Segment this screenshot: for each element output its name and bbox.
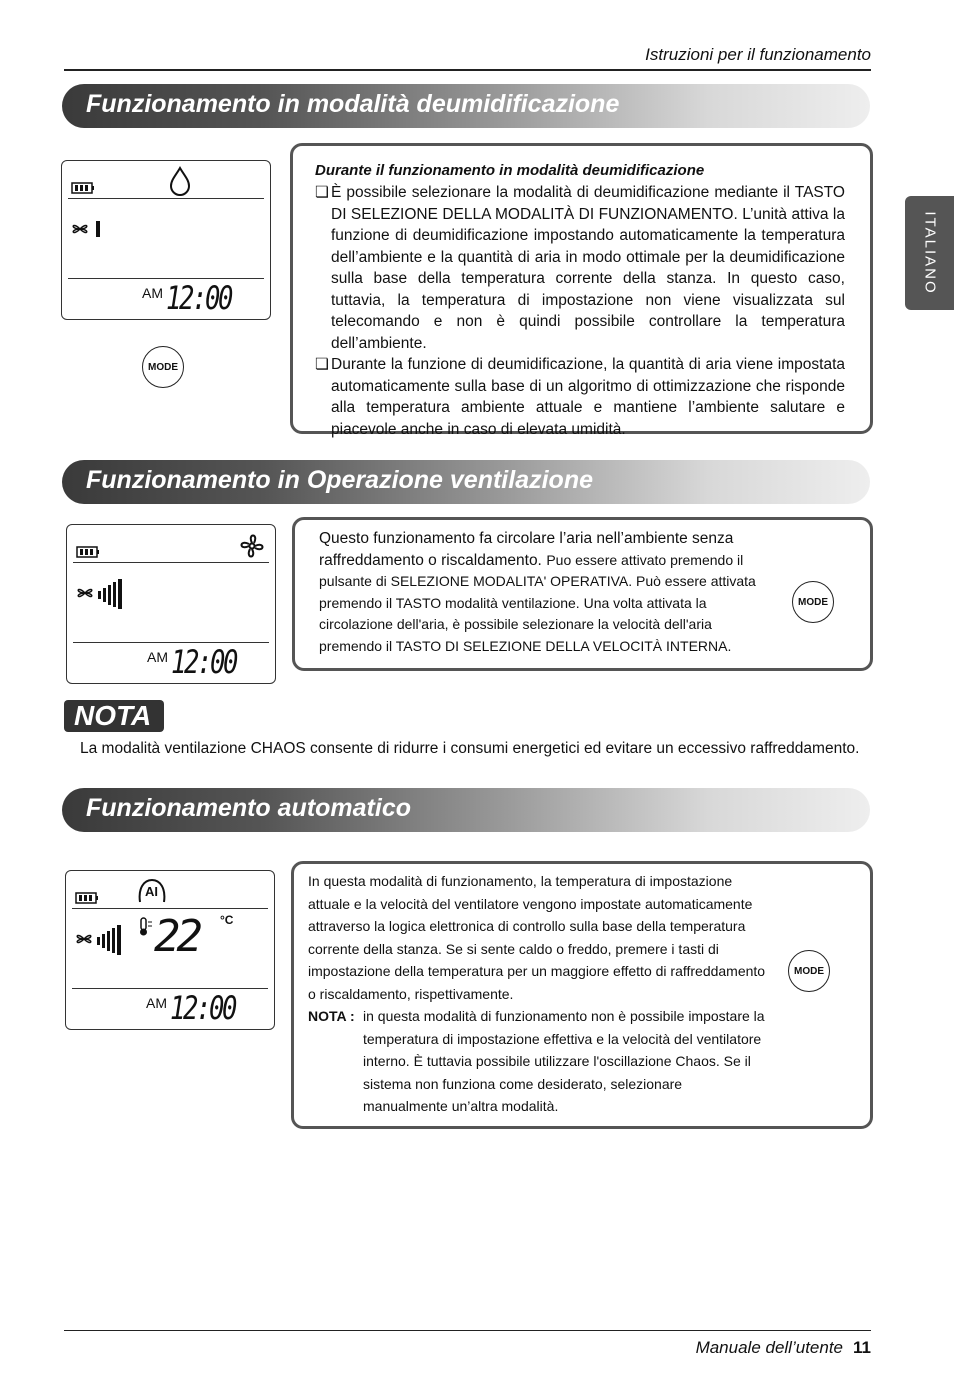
list-item: ❏ È possibile selezionare la modalità di deumidificazione mediante il TASTO DI SELEZIONE DELLA MODALITÀ DI FUNZIONAMENTO. L’unità attiva la funzione di deumidificazione impostando automaticamente la temperatura dell’ambiente e la quantità di aria in modo ottimale per la deumidificazione sulla base della temperatura corrente della stanza. In questo caso, tuttavia, la temperatura di impostazione non viene visualizzata sul telecomando e non è quindi possibile controllare la temperatura dell’ambiente. [315,184,845,352]
info-box-fan [292,517,873,671]
fan-speed-icon [72,921,128,957]
note-label: NOTA : [308,1008,355,1024]
header-rule [64,69,871,71]
water-drop-icon [168,165,192,197]
section-title-auto: Funzionamento automatico [86,794,411,822]
battery-icon [71,181,95,195]
info-box-text: Questo funzionamento fa circolare l’aria nell’ambiente senza raffreddamento o riscaldamento. Puo essere attivato premendo il pulsante di SELEZIONE MODALITA' OPERATIVA. Può essere attivata premendo il TASTO modalità ventilazione. Una volta attivata la circolazione dell'aria, è possibile selezionare la velocità dell'aria premendo il TASTO DI SELEZIONE DELLA VELOCITÀ INTERNA. [319,530,756,654]
page-number: 11 [853,1338,871,1357]
ai-icon [136,876,168,906]
temperature-display: 22 [154,911,199,962]
clock-display: 12:00 [170,989,236,1027]
fan-speed-icon [73,575,133,611]
am-indicator: AM [147,649,168,665]
section-title-fan: Funzionamento in Operazione ventilazione [86,466,593,494]
am-indicator: AM [142,285,163,301]
battery-icon [75,891,99,905]
remote-display-fan [66,524,276,684]
info-box-text: In questa modalità di funzionamento, la temperatura di impostazione attuale e la velocità del ventilatore vengono impostate automaticamente attraverso la logica elettronica di controllo sulla base della temperatura corrente della stanza. Se si sente caldo o freddo, premere i tasti di impostazione della temperatura per un maggiore effetto di raffreddamento o riscaldamento, rispettivamente. [308,873,766,1002]
ai-label: AI [145,884,158,899]
thermometer-icon [136,916,154,938]
am-indicator: AM [146,995,167,1011]
nota-badge [64,700,164,732]
section-title-bar-dehumid [62,84,870,128]
section-title-bar-fan [62,460,870,504]
info-box-note [308,1005,766,1118]
clock-display: 12:00 [171,643,237,681]
mode-button[interactable]: MODE [142,346,184,388]
mode-button[interactable]: MODE [792,581,834,623]
nota-badge-label: NOTA [74,700,152,731]
clock-display: 12:00 [166,279,232,317]
info-box-dehumid [290,143,873,438]
section-title-dehumid: Funzionamento in modalità deumidificazione [86,90,620,118]
bullet-mark: ❏ [315,184,329,201]
footer [696,1338,871,1358]
nota-text: La modalità ventilazione CHAOS consente di ridurre i consumi energetici ed evitare un eccessivo raffreddamento. [80,740,860,757]
bullet-list [315,182,845,440]
mode-button[interactable]: MODE [788,950,830,992]
remote-display-dehumid [61,160,271,320]
temperature-unit: °C [220,913,234,927]
fan-speed-icon [68,217,108,241]
note-text: in questa modalità di funzionamento non è possibile impostare la temperatura di impostazione effettiva e la velocità del ventilatore interno. È tuttavia possibile utilizzare l'oscillazione Chaos. Se il sistema non funziona come desiderato, selezionare manualmente un’altra modalità. [363,1008,765,1114]
fan-mode-icon [235,531,269,561]
language-tab-label: ITALIANO [921,211,938,295]
info-box-auto [291,861,873,1129]
info-box-heading: Durante il funzionamento in modalità deumidificazione [315,162,705,179]
section-title-bar-auto [62,788,870,832]
footer-rule [64,1330,871,1331]
remote-display-auto [65,870,275,1030]
list-item: ❏ Durante la funzione di deumidificazione, la quantità di aria viene impostata automaticamente sulla base di un algoritmo di ottimizzazione che risponde alla temperatura ambiente attuale e mantiene l’ambiente salutare e piacevole anche in caso di elevata umidità. [315,356,845,438]
language-tab [905,196,954,310]
footer-label: Manuale dell’utente [695,1338,844,1357]
bullet-mark: ❏ [315,356,329,373]
header-title: Istruzioni per il funzionamento [645,45,871,64]
battery-icon [76,545,100,559]
